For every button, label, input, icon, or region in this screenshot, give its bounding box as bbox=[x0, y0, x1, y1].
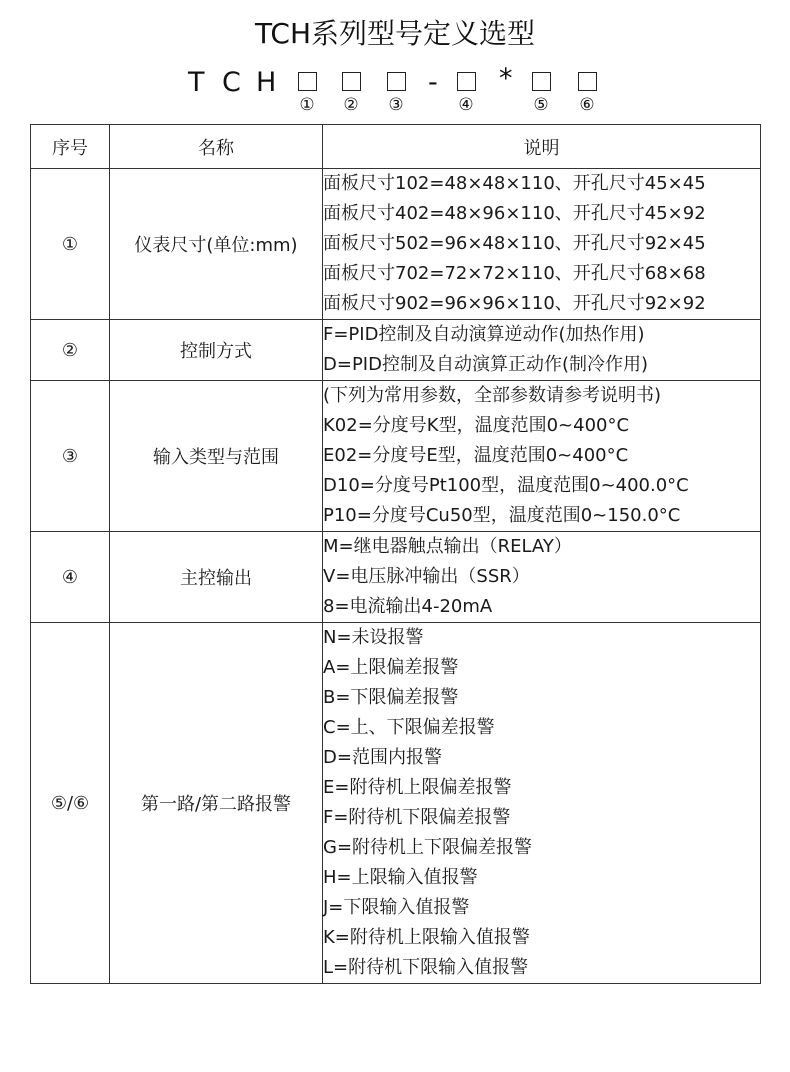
description-line: 面板尺寸502=96×48×110、开孔尺寸92×45 bbox=[323, 233, 706, 254]
model-slot-6 bbox=[578, 72, 597, 91]
model-dash: - bbox=[428, 67, 438, 98]
row-index: ② bbox=[31, 320, 110, 381]
description-line: F=PID控制及自动演算逆动作(加热作用) bbox=[323, 324, 645, 345]
description-line: F=附待机下限偏差报警 bbox=[323, 807, 511, 828]
model-letter-c: C bbox=[222, 67, 241, 98]
model-slot-5 bbox=[532, 72, 551, 91]
row-name: 仪表尺寸(单位:mm) bbox=[110, 169, 323, 320]
description-line: D=PID控制及自动演算正动作(制冷作用) bbox=[323, 354, 649, 375]
model-star: * bbox=[499, 63, 513, 94]
description-line: 面板尺寸902=96×96×110、开孔尺寸92×92 bbox=[323, 293, 706, 314]
row-index: ④ bbox=[31, 532, 110, 623]
description-line: D=范围内报警 bbox=[323, 747, 442, 768]
description-line: K02=分度号K型，温度范围0~400°C bbox=[323, 415, 630, 436]
description-line: L=附待机下限输入值报警 bbox=[323, 957, 529, 978]
description-line: D10=分度号Pt100型，温度范围0~400.0°C bbox=[323, 475, 689, 496]
model-slot-number-6: ⑥ bbox=[579, 95, 595, 115]
page-title: TCH系列型号定义选型 bbox=[254, 17, 536, 50]
description-line: V=电压脉冲输出（SSR） bbox=[323, 566, 530, 587]
table-row bbox=[31, 381, 761, 532]
header-name: 名称 bbox=[110, 125, 323, 169]
model-slot-2 bbox=[342, 72, 361, 91]
description-line: C=上、下限偏差报警 bbox=[323, 717, 495, 738]
description-line: A=上限偏差报警 bbox=[323, 657, 459, 678]
model-slot-4 bbox=[457, 72, 476, 91]
model-letter-h: H bbox=[256, 67, 277, 98]
description-line: B=下限偏差报警 bbox=[323, 687, 459, 708]
row-name: 第一路/第二路报警 bbox=[110, 623, 323, 984]
model-slot-number-4: ④ bbox=[458, 95, 474, 115]
description-line: H=上限输入值报警 bbox=[323, 867, 478, 888]
header-description: 说明 bbox=[323, 125, 761, 169]
row-description bbox=[323, 169, 761, 320]
row-index: ① bbox=[31, 169, 110, 320]
description-line: 面板尺寸402=48×96×110、开孔尺寸45×92 bbox=[323, 203, 706, 224]
row-description bbox=[323, 320, 761, 381]
model-slot-number-2: ② bbox=[343, 95, 359, 115]
model-slot-number-1: ① bbox=[299, 95, 315, 115]
model-code-diagram bbox=[0, 62, 790, 118]
table-row bbox=[31, 169, 761, 320]
model-slot-1 bbox=[298, 72, 317, 91]
row-index: ⑤/⑥ bbox=[31, 623, 110, 984]
row-index: ③ bbox=[31, 381, 110, 532]
description-line: P10=分度号Cu50型，温度范围0~150.0°C bbox=[323, 505, 681, 526]
row-name: 主控输出 bbox=[110, 532, 323, 623]
spec-table bbox=[30, 124, 761, 984]
description-line: (下列为常用参数，全部参数请参考说明书) bbox=[323, 385, 662, 406]
table-row bbox=[31, 320, 761, 381]
description-line: 8=电流输出4-20mA bbox=[323, 596, 493, 617]
description-line: K=附待机上限输入值报警 bbox=[323, 927, 530, 948]
description-line: E=附待机上限偏差报警 bbox=[323, 777, 512, 798]
description-line: 面板尺寸702=72×72×110、开孔尺寸68×68 bbox=[323, 263, 706, 284]
description-line: N=未设报警 bbox=[323, 627, 424, 648]
description-line: E02=分度号E型，温度范围0~400°C bbox=[323, 445, 629, 466]
model-letter-t: T bbox=[188, 67, 205, 98]
description-line: J=下限输入值报警 bbox=[323, 897, 470, 918]
table-row bbox=[31, 532, 761, 623]
table-header-row bbox=[31, 125, 761, 169]
row-name: 控制方式 bbox=[110, 320, 323, 381]
row-description bbox=[323, 623, 761, 984]
row-name: 输入类型与范围 bbox=[110, 381, 323, 532]
header-index: 序号 bbox=[31, 125, 110, 169]
table-row bbox=[31, 623, 761, 984]
description-line: M=继电器触点输出（RELAY） bbox=[323, 536, 572, 557]
model-slot-3 bbox=[387, 72, 406, 91]
description-line: 面板尺寸102=48×48×110、开孔尺寸45×45 bbox=[323, 173, 706, 194]
model-slot-number-3: ③ bbox=[388, 95, 404, 115]
model-slot-number-5: ⑤ bbox=[533, 95, 549, 115]
row-description bbox=[323, 381, 761, 532]
row-description bbox=[323, 532, 761, 623]
description-line: G=附待机上下限偏差报警 bbox=[323, 837, 533, 858]
